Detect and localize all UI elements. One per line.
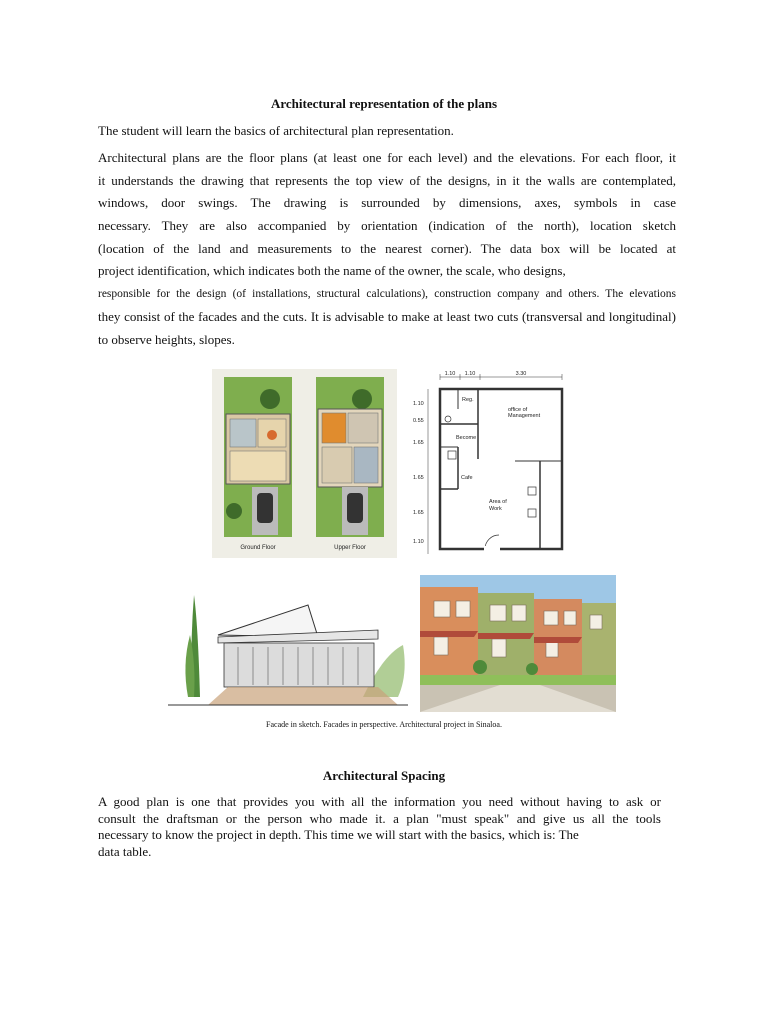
text-line: necessary to know the project in depth. This time we will start with the basics, which is: The [98, 827, 579, 842]
room-label: Management [508, 413, 541, 419]
dim-label: 1.65 [413, 475, 424, 481]
room-label: Area of [489, 499, 507, 505]
text-line: A good plan is one that provides you with all the information you need without having to ask or [98, 794, 661, 809]
dim-label: 1.65 [413, 510, 424, 516]
figure-caption: Facade in sketch. Facades in perspective. Architectural project in Sinaloa. [266, 720, 502, 729]
text-line: data table. [98, 843, 152, 859]
dim-label: 3.30 [515, 371, 527, 377]
text-line: consult the draftsman or the person who made it. a plan "must speak" and give us all the tools [98, 810, 661, 826]
office-plan-drawing [410, 369, 567, 558]
floor-plans-image [212, 369, 397, 558]
text-line: Architectural plans are the floor plans (at least one for each level) and the elevations. For each floor, it [98, 150, 676, 165]
text-line: to observe heights, slopes. [98, 331, 235, 347]
room-label: office of [508, 407, 528, 413]
intro-text: The student will learn the basics of architectural plan representation. [98, 123, 454, 138]
text-line: necessary. They are also accompanied by orientation (indication of the north), location sketch [98, 218, 676, 234]
dim-label: 1.10 [413, 539, 424, 545]
room-label: Become [456, 435, 477, 441]
dim-label: 1.10 [413, 401, 424, 407]
text-line: project identification, which indicates both the name of the owner, the scale, who designs, [98, 263, 566, 279]
text-line: responsible for the design (of installations, structural calculations), construction company and others. The elevations [98, 288, 676, 301]
dim-label: 0.55 [413, 418, 424, 424]
ground-floor-label: Ground Floor [240, 545, 276, 551]
text-line: windows, door swings. The drawing is surrounded by dimensions, axes, symbols in case [98, 195, 676, 211]
room-label: Work [489, 506, 502, 512]
facade-perspective-image [420, 575, 616, 712]
page-title: Architectural representation of the plans [270, 96, 498, 111]
paragraph-plans [98, 147, 676, 351]
text-line: they consist of the facades and the cuts. It is advisable to make at least two cuts (transversal and longitudinal) [98, 308, 676, 324]
room-label: Reg. [462, 397, 474, 403]
dim-label: 1.10 [464, 371, 476, 377]
facade-sketch-image [158, 575, 413, 712]
section-title: Architectural Spacing [322, 768, 446, 783]
paragraph-spacing [98, 794, 661, 860]
text-line: (location of the land and measurements to the nearest corner). The data box will be located at [98, 240, 676, 256]
upper-floor-label: Upper Floor [334, 545, 366, 551]
dim-label: 1.10 [444, 371, 456, 377]
dim-label: 1.65 [413, 440, 424, 446]
text-line: it understands the drawing that represents the top view of the designs, in it the walls are contemplated, [98, 172, 676, 188]
room-label: Cafe [461, 475, 473, 481]
